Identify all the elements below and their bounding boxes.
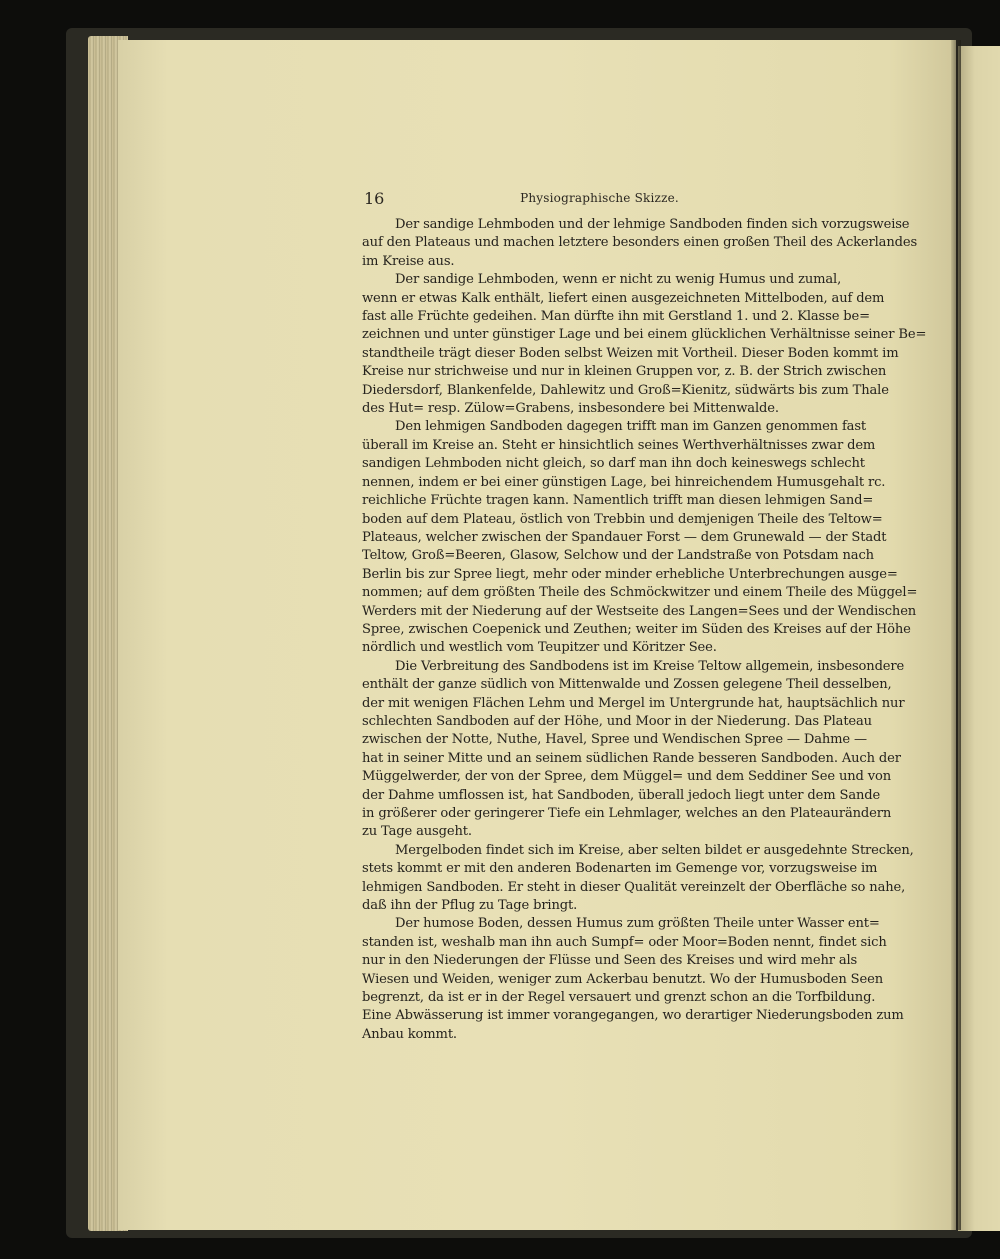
page-number: 16 bbox=[364, 189, 385, 208]
text-line: nennen, indem er bei einer günstigen Lage, bei hinreichendem Humusgehalt rc. bbox=[362, 474, 886, 490]
text-line: Mergelboden findet sich im Kreise, aber selten bildet er ausgedehnte Strecken, bbox=[395, 842, 914, 858]
text-line: lehmigen Sandboden. Er steht in dieser Qualität vereinzelt der Oberfläche so nahe, bbox=[362, 879, 906, 895]
text-line: standen ist, weshalb man ihn auch Sumpf= oder Moor=Boden nennt, findet sich bbox=[362, 934, 887, 950]
text-line: der mit wenigen Flächen Lehm und Mergel im Untergrunde hat, hauptsächlich nur bbox=[362, 695, 905, 711]
text-line: fast alle Früchte gedeihen. Man dürfte ihn mit Gerstland 1. und 2. Klasse be= bbox=[362, 309, 870, 325]
text-line: Berlin bis zur Spree liegt, mehr oder minder erhebliche Unterbrechungen ausge= bbox=[362, 566, 898, 582]
text-line: Die Verbreitung des Sandbodens ist im Kreise Teltow allgemein, insbesondere bbox=[395, 658, 905, 674]
text-line: begrenzt, da ist er in der Regel versauert und grenzt schon an die Torfbildung. bbox=[362, 990, 876, 1006]
paragraph bbox=[362, 271, 927, 418]
text-line: Werders mit der Niederung auf der Westseite des Langen=Sees und der Wendischen bbox=[362, 603, 917, 619]
text-line: wenn er etwas Kalk enthält, liefert einen ausgezeichneten Mittelboden, auf dem bbox=[362, 290, 885, 306]
text-line: standtheile trägt dieser Boden selbst Weizen mit Vortheil. Dieser Boden kommt im bbox=[362, 345, 899, 361]
paragraph bbox=[362, 842, 914, 916]
text-line: Plateaus, welcher zwischen der Spandauer Forst — dem Grunewald — der Stadt bbox=[362, 529, 887, 545]
text-line: der Dahme umflossen ist, hat Sandboden, überall jedoch liegt unter dem Sande bbox=[362, 787, 881, 803]
text-line: Anbau kommt. bbox=[362, 1026, 457, 1042]
text-line: Müggelwerder, der von der Spree, dem Müggel= und dem Seddiner See und von bbox=[362, 769, 892, 785]
text-line: sandigen Lehmboden nicht gleich, so darf man ihn doch keineswegs schlecht bbox=[362, 456, 865, 472]
text-line: Der sandige Lehmboden, wenn er nicht zu wenig Humus und zumal, bbox=[395, 272, 842, 288]
body-text bbox=[362, 216, 927, 1044]
text-line: überall im Kreise an. Steht er hinsichtlich seines Werthverhältnisses zwar dem bbox=[362, 437, 876, 453]
text-line: nommen; auf dem größten Theile des Schmöckwitzer und einem Theile des Müggel= bbox=[362, 585, 918, 601]
text-line: zeichnen und unter günstiger Lage und bei einem glücklichen Verhältnisse seiner Be= bbox=[362, 327, 927, 343]
text-line: Den lehmigen Sandboden dagegen trifft man im Ganzen genommen fast bbox=[395, 419, 867, 435]
text-line: im Kreise aus. bbox=[362, 253, 455, 269]
running-head: Physiographische Skizze. bbox=[520, 191, 679, 205]
text-line: des Hut= resp. Zülow=Grabens, insbesondere bei Mittenwalde. bbox=[362, 401, 779, 417]
text-line: nur in den Niederungen der Flüsse und Seen des Kreises und wird mehr als bbox=[362, 953, 858, 969]
text-line: Der humose Boden, dessen Humus zum größten Theile unter Wasser ent= bbox=[395, 916, 880, 932]
text-line: schlechten Sandboden auf der Höhe, und Moor in der Niederung. Das Plateau bbox=[362, 713, 872, 729]
text-line: zu Tage ausgeht. bbox=[362, 824, 472, 840]
text-line: nördlich und westlich vom Teupitzer und Köritzer See. bbox=[362, 640, 717, 656]
paragraph bbox=[362, 418, 918, 657]
text-line: Teltow, Groß=Beeren, Glasow, Selchow und der Landstraße von Potsdam nach bbox=[362, 548, 874, 564]
text-line: auf den Plateaus und machen letztere besonders einen großen Theil des Ackerlandes bbox=[362, 235, 918, 251]
text-line: Wiesen und Weiden, weniger zum Ackerbau benutzt. Wo der Humusboden Seen bbox=[362, 971, 883, 987]
paragraph bbox=[362, 216, 918, 271]
page-header bbox=[364, 189, 835, 213]
text-line: stets kommt er mit den anderen Bodenarten im Gemenge vor, vorzugsweise im bbox=[362, 861, 878, 877]
text-line: zwischen der Notte, Nuthe, Havel, Spree und Wendischen Spree — Dahme — bbox=[362, 732, 867, 748]
text-line: in größerer oder geringerer Tiefe ein Lehmlager, welches an den Plateaurändern bbox=[362, 806, 892, 821]
text-line: hat in seiner Mitte und an seinem südlichen Rande besseren Sandboden. Auch der bbox=[362, 750, 901, 766]
text-line: Spree, zwischen Coepenick und Zeuthen; weiter im Süden des Kreises auf der Höhe bbox=[362, 621, 911, 637]
facing-page-edge bbox=[958, 46, 1000, 1231]
text-line: Eine Abwässerung ist immer vorangegangen, wo derartiger Niederungsboden zum bbox=[362, 1008, 904, 1024]
text-line: Kreise nur strichweise und nur in kleinen Gruppen vor, z. B. der Strich zwischen bbox=[362, 364, 887, 380]
text-line: enthält der ganze südlich von Mittenwalde und Zossen gelegene Theil desselben, bbox=[362, 677, 892, 693]
text-line: boden auf dem Plateau, östlich von Trebbin und demjenigen Theile des Teltow= bbox=[362, 511, 883, 527]
text-line: reichliche Früchte tragen kann. Namentlich trifft man diesen lehmigen Sand= bbox=[362, 493, 874, 509]
text-line: Der sandige Lehmboden und der lehmige Sandboden finden sich vorzugsweise bbox=[395, 217, 910, 232]
text-line: Diedersdorf, Blankenfelde, Dahlewitz und Groß=Kienitz, südwärts bis zum Thale bbox=[362, 382, 889, 398]
gutter-shadow bbox=[951, 40, 961, 1230]
paragraph bbox=[362, 915, 904, 1044]
paragraph bbox=[362, 658, 905, 842]
text-line: daß ihn der Pflug zu Tage bringt. bbox=[362, 898, 578, 914]
